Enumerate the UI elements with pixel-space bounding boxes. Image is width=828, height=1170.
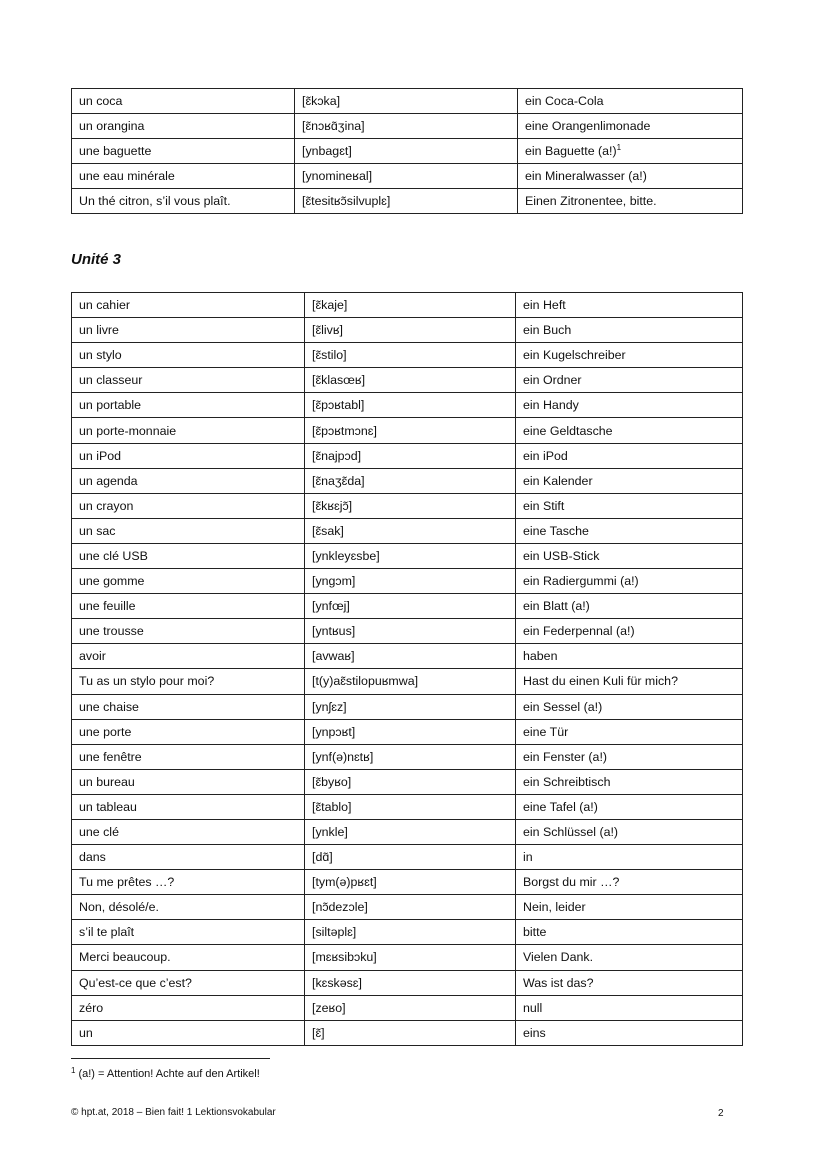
german-translation-text: Nein, leider	[523, 900, 586, 915]
french-term-text: un livre	[79, 323, 119, 338]
pronunciation-cell	[305, 493, 516, 518]
table-row	[72, 794, 743, 819]
table-row	[72, 443, 743, 468]
pronunciation-cell	[295, 89, 518, 114]
french-term-text: un cahier	[79, 298, 130, 313]
german-translation-text: ein Schreibtisch	[523, 774, 611, 789]
german-translation-cell	[516, 970, 743, 995]
german-translation-cell	[516, 744, 743, 769]
french-term-text: Tu me prêtes …?	[79, 875, 175, 890]
german-translation-cell	[516, 719, 743, 744]
french-term-cell	[72, 89, 295, 114]
table-row	[72, 468, 743, 493]
german-translation-text: ein Sessel (a!)	[523, 699, 603, 714]
pronunciation-text: [ɛ̃pɔʁtmɔnɛ]	[312, 423, 377, 438]
german-translation-cell	[516, 819, 743, 844]
pronunciation-text: [ɛ̃tesitʁɔ̃silvuplɛ]	[302, 194, 391, 209]
german-translation-text: Borgst du mir …?	[523, 875, 620, 890]
french-term-cell	[72, 443, 305, 468]
german-translation-text: eins	[523, 1025, 546, 1040]
french-term-cell	[72, 845, 305, 870]
french-term-cell	[72, 644, 305, 669]
pronunciation-cell	[295, 164, 518, 189]
french-term-cell	[72, 164, 295, 189]
german-translation-cell	[516, 318, 743, 343]
german-translation-cell	[516, 669, 743, 694]
french-term-text: un	[79, 1025, 93, 1040]
pronunciation-cell	[305, 819, 516, 844]
german-translation-cell	[518, 114, 743, 139]
french-term-cell	[72, 1020, 305, 1045]
german-translation-text: Was ist das?	[523, 975, 594, 990]
german-translation-cell	[516, 794, 743, 819]
french-term-cell	[72, 318, 305, 343]
pronunciation-text: [yngɔm]	[312, 574, 356, 589]
table-row	[72, 644, 743, 669]
pronunciation-text: [ɛ̃sak]	[312, 523, 344, 538]
table-row	[72, 769, 743, 794]
pronunciation-text: [ɛ̃klasœʁ]	[312, 373, 366, 388]
table-row	[72, 343, 743, 368]
vocab-table-1	[71, 88, 743, 214]
pronunciation-text: [t(y)aɛ̃stilopuʁmwa]	[312, 674, 419, 689]
pronunciation-cell	[305, 970, 516, 995]
german-translation-cell	[518, 189, 743, 214]
section-heading: Unité 3	[71, 251, 122, 268]
french-term-cell	[72, 518, 305, 543]
pronunciation-text: [ynominеʁal]	[302, 169, 373, 184]
pronunciation-cell	[305, 644, 516, 669]
german-translation-text: eine Tafel (a!)	[523, 799, 598, 814]
pronunciation-cell	[305, 769, 516, 794]
pronunciation-cell	[305, 895, 516, 920]
pronunciation-text: [mɛʁsibɔku]	[312, 950, 377, 965]
french-term-text: Tu as un stylo pour moi?	[79, 674, 215, 689]
german-translation-cell	[516, 543, 743, 568]
pronunciation-cell	[305, 845, 516, 870]
french-term-text: Non, désolé/e.	[79, 900, 159, 915]
german-translation-text: ein Fenster (a!)	[523, 749, 608, 764]
pronunciation-cell	[305, 870, 516, 895]
german-translation-text: ein Schlüssel (a!)	[523, 825, 619, 840]
german-translation-cell	[516, 569, 743, 594]
german-translation-text: eine Tasche	[523, 523, 589, 538]
german-translation-text: ein iPod	[523, 448, 568, 463]
german-translation-cell	[518, 164, 743, 189]
french-term-cell	[72, 895, 305, 920]
pronunciation-text: [ɛ̃livʁ]	[312, 323, 343, 338]
table-row	[72, 619, 743, 644]
pronunciation-text: [ynf(ə)nɛtʁ]	[312, 749, 374, 764]
pronunciation-text: [yntʁus]	[312, 624, 356, 639]
vocab-table-2	[71, 292, 743, 1046]
table-row	[72, 669, 743, 694]
german-translation-cell	[518, 139, 743, 164]
footnote-reference: 1	[616, 143, 622, 153]
german-translation-cell	[516, 393, 743, 418]
pronunciation-cell	[305, 694, 516, 719]
french-term-cell	[72, 368, 305, 393]
german-translation-cell	[516, 468, 743, 493]
french-term-text: une porte	[79, 724, 132, 739]
table-row	[72, 139, 743, 164]
pronunciation-text: [ɛ̃nɔʁɑ̃ʒina]	[302, 119, 365, 134]
table-row	[72, 164, 743, 189]
pronunciation-text: [ynpɔʁt]	[312, 724, 356, 739]
table-row	[72, 114, 743, 139]
footnote	[71, 1068, 260, 1080]
french-term-cell	[72, 293, 305, 318]
german-translation-text: ein Kugelschreiber	[523, 348, 626, 363]
german-translation-cell	[516, 995, 743, 1020]
french-term-text: un sac	[79, 523, 116, 538]
pronunciation-cell	[305, 920, 516, 945]
table-row	[72, 995, 743, 1020]
german-translation-cell	[516, 895, 743, 920]
french-term-text: un porte-monnaie	[79, 423, 177, 438]
table-row	[72, 518, 743, 543]
french-term-text: une gomme	[79, 574, 145, 589]
table-row	[72, 819, 743, 844]
pronunciation-text: [kɛskəsɛ]	[312, 975, 362, 990]
french-term-cell	[72, 970, 305, 995]
french-term-cell	[72, 794, 305, 819]
table-row	[72, 970, 743, 995]
german-translation-text: ein Radiergummi (a!)	[523, 574, 639, 589]
french-term-text: avoir	[79, 649, 106, 664]
german-translation-cell	[516, 1020, 743, 1045]
french-term-text: une baguette	[79, 144, 152, 159]
german-translation-text: null	[523, 1000, 543, 1015]
french-term-cell	[72, 468, 305, 493]
french-term-text: un orangina	[79, 119, 145, 134]
german-translation-cell	[516, 920, 743, 945]
german-translation-text: ein Kalender	[523, 473, 593, 488]
german-translation-text: ein Baguette (a!)	[525, 144, 617, 159]
pronunciation-text: [ɛ̃]	[312, 1025, 325, 1040]
french-term-text: une eau minérale	[79, 169, 175, 184]
french-term-text: zéro	[79, 1000, 104, 1015]
german-translation-text: Vielen Dank.	[523, 950, 594, 965]
german-translation-cell	[516, 418, 743, 443]
pronunciation-cell	[305, 744, 516, 769]
pronunciation-cell	[305, 343, 516, 368]
page-number: 2	[718, 1108, 724, 1119]
french-term-text: une clé	[79, 825, 119, 840]
german-translation-text: in	[523, 850, 533, 865]
french-term-cell	[72, 870, 305, 895]
french-term-text: une fenêtre	[79, 749, 142, 764]
french-term-text: un stylo	[79, 348, 122, 363]
german-translation-cell	[516, 644, 743, 669]
french-term-cell	[72, 719, 305, 744]
pronunciation-cell	[305, 594, 516, 619]
pronunciation-cell	[305, 443, 516, 468]
french-term-text: une trousse	[79, 624, 144, 639]
french-term-cell	[72, 189, 295, 214]
table-row	[72, 393, 743, 418]
pronunciation-cell	[305, 468, 516, 493]
pronunciation-cell	[305, 719, 516, 744]
french-term-text: Un thé citron, s’il vous plaît.	[79, 194, 231, 209]
german-translation-cell	[516, 343, 743, 368]
table-row	[72, 694, 743, 719]
french-term-text: une clé USB	[79, 548, 148, 563]
footer-copyright: © hpt.at, 2018 – Bien fait! 1 Lektionsvokabular	[71, 1107, 276, 1118]
german-translation-cell	[516, 769, 743, 794]
french-term-text: s’il te plaît	[79, 925, 135, 940]
german-translation-text: ein Federpennal (a!)	[523, 624, 635, 639]
french-term-text: une feuille	[79, 599, 136, 614]
german-translation-text: ein Blatt (a!)	[523, 599, 590, 614]
footnote-marker: 1	[71, 1066, 76, 1075]
pronunciation-cell	[305, 293, 516, 318]
table-row	[72, 1020, 743, 1045]
pronunciation-text: [ɛ̃naʒɛ̃da]	[312, 473, 365, 488]
pronunciation-cell	[305, 1020, 516, 1045]
french-term-text: un portable	[79, 398, 142, 413]
german-translation-text: eine Orangenlimonade	[525, 119, 651, 134]
german-translation-cell	[516, 493, 743, 518]
german-translation-text: Einen Zitronentee, bitte.	[525, 194, 657, 209]
german-translation-cell	[516, 368, 743, 393]
french-term-cell	[72, 418, 305, 443]
french-term-cell	[72, 619, 305, 644]
pronunciation-text: [ɛ̃kaje]	[312, 298, 348, 313]
french-term-cell	[72, 393, 305, 418]
german-translation-text: haben	[523, 649, 558, 664]
german-translation-cell	[516, 870, 743, 895]
german-translation-text: ein Mineralwasser (a!)	[525, 169, 647, 184]
german-translation-text: ein USB-Stick	[523, 548, 600, 563]
french-term-cell	[72, 694, 305, 719]
german-translation-cell	[516, 945, 743, 970]
table-row	[72, 493, 743, 518]
pronunciation-cell	[305, 794, 516, 819]
pronunciation-cell	[305, 393, 516, 418]
pronunciation-cell	[305, 619, 516, 644]
french-term-cell	[72, 945, 305, 970]
pronunciation-cell	[295, 139, 518, 164]
french-term-cell	[72, 744, 305, 769]
french-term-cell	[72, 669, 305, 694]
pronunciation-cell	[305, 368, 516, 393]
german-translation-text: ein Handy	[523, 398, 579, 413]
table-row	[72, 744, 743, 769]
pronunciation-cell	[305, 569, 516, 594]
french-term-text: un bureau	[79, 774, 135, 789]
german-translation-cell	[516, 594, 743, 619]
french-term-text: Qu’est-ce que c’est?	[79, 975, 192, 990]
pronunciation-cell	[295, 114, 518, 139]
german-translation-cell	[516, 619, 743, 644]
pronunciation-text: [ynfœj]	[312, 599, 350, 614]
table-row	[72, 543, 743, 568]
french-term-cell	[72, 769, 305, 794]
pronunciation-text: [zeʁo]	[312, 1000, 346, 1015]
pronunciation-text: [tym(ə)pʁɛt]	[312, 875, 377, 890]
french-term-text: un crayon	[79, 498, 134, 513]
pronunciation-text: [ɛ̃kɔka]	[302, 94, 341, 109]
german-translation-text: ein Heft	[523, 298, 566, 313]
pronunciation-cell	[305, 318, 516, 343]
french-term-cell	[72, 114, 295, 139]
german-translation-text: eine Geldtasche	[523, 423, 613, 438]
german-translation-text: bitte	[523, 925, 547, 940]
table-row	[72, 895, 743, 920]
french-term-text: un agenda	[79, 473, 138, 488]
german-translation-cell	[516, 694, 743, 719]
french-term-text: Merci beaucoup.	[79, 950, 171, 965]
pronunciation-text: [ynkle]	[312, 825, 348, 840]
german-translation-text: ein Buch	[523, 323, 572, 338]
pronunciation-cell	[305, 995, 516, 1020]
pronunciation-cell	[295, 189, 518, 214]
french-term-cell	[72, 493, 305, 518]
french-term-text: un classeur	[79, 373, 143, 388]
table-row	[72, 189, 743, 214]
german-translation-cell	[516, 845, 743, 870]
table-row	[72, 293, 743, 318]
french-term-text: une chaise	[79, 699, 139, 714]
table-row	[72, 89, 743, 114]
french-term-cell	[72, 995, 305, 1020]
table-row	[72, 418, 743, 443]
german-translation-text: ein Coca-Cola	[525, 94, 604, 109]
table-row	[72, 594, 743, 619]
pronunciation-cell	[305, 543, 516, 568]
pronunciation-cell	[305, 669, 516, 694]
table-row	[72, 920, 743, 945]
pronunciation-text: [ynʃɛz]	[312, 699, 347, 714]
footnote-divider	[71, 1058, 270, 1059]
french-term-text: un tableau	[79, 799, 137, 814]
footnote-text: (a!) = Attention! Achte auf den Artikel!	[78, 1068, 260, 1080]
german-translation-cell	[516, 443, 743, 468]
german-translation-cell	[516, 293, 743, 318]
french-term-cell	[72, 139, 295, 164]
pronunciation-text: [ɛ̃tablo]	[312, 799, 352, 814]
german-translation-text: Hast du einen Kuli für mich?	[523, 674, 678, 689]
german-translation-text: ein Ordner	[523, 373, 582, 388]
table-row	[72, 569, 743, 594]
french-term-cell	[72, 569, 305, 594]
pronunciation-text: [ɛ̃najpɔd]	[312, 448, 362, 463]
french-term-text: dans	[79, 850, 106, 865]
german-translation-cell	[518, 89, 743, 114]
table-row	[72, 368, 743, 393]
pronunciation-cell	[305, 945, 516, 970]
table-row	[72, 870, 743, 895]
french-term-cell	[72, 819, 305, 844]
french-term-cell	[72, 343, 305, 368]
german-translation-text: ein Stift	[523, 498, 565, 513]
pronunciation-text: [ɛ̃stilo]	[312, 348, 347, 363]
pronunciation-cell	[305, 518, 516, 543]
pronunciation-text: [avwaʁ]	[312, 649, 355, 664]
pronunciation-text: [dɑ̃]	[312, 850, 333, 865]
french-term-cell	[72, 920, 305, 945]
german-translation-cell	[516, 518, 743, 543]
pronunciation-text: [ɛ̃pɔʁtabl]	[312, 398, 365, 413]
pronunciation-text: [siltəplɛ]	[312, 925, 357, 940]
pronunciation-text: [ynbagɛt]	[302, 144, 352, 159]
pronunciation-text: [ɛ̃kʁɛjɔ̃]	[312, 498, 353, 513]
pronunciation-text: [ɛ̃byʁo]	[312, 774, 352, 789]
french-term-cell	[72, 543, 305, 568]
pronunciation-text: [nɔ̃dezɔle]	[312, 900, 368, 915]
table-row	[72, 318, 743, 343]
german-translation-text: eine Tür	[523, 724, 569, 739]
table-row	[72, 719, 743, 744]
table-row	[72, 845, 743, 870]
table-row	[72, 945, 743, 970]
pronunciation-cell	[305, 418, 516, 443]
french-term-text: un iPod	[79, 448, 122, 463]
pronunciation-text: [ynkleyɛsbe]	[312, 548, 380, 563]
french-term-cell	[72, 594, 305, 619]
french-term-text: un coca	[79, 94, 123, 109]
